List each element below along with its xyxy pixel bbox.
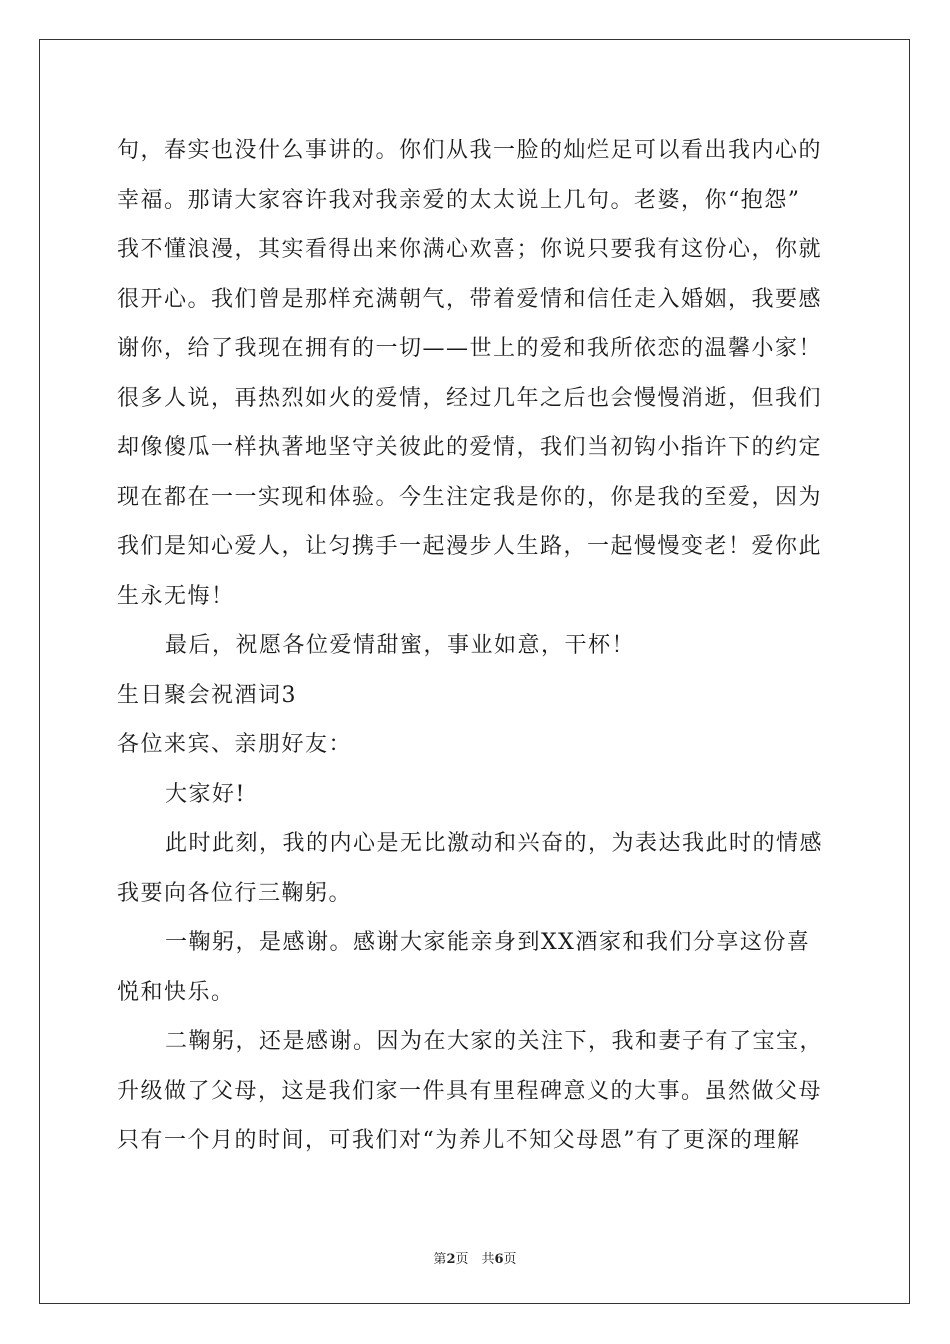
text-line: 二鞠躬，还是感谢。因为在大家的关注下，我和妻子有了宝宝， xyxy=(165,1029,824,1054)
text-line: 很开心。我们曾是那样充满朝气，带着爱情和信任走入婚姻，我要感 xyxy=(117,286,823,312)
text-line: 大家好! xyxy=(165,781,246,807)
text-line: 句，春实也没什么事讲的。你们从我一脸的灿烂足可以看出我内心的 xyxy=(117,138,823,163)
text-line: 只有一个月的时间，可我们对“为养儿不知父母恩”有了更深的理解 xyxy=(117,1128,801,1153)
text-line: 生日聚会祝酒词3 xyxy=(117,682,297,708)
page-mid: 页 共 xyxy=(455,1252,495,1267)
page-total-number: 6 xyxy=(494,1252,504,1267)
text-line: 现在都在一一实现和体验。今生注定我是你的，你是我的至爱，因为 xyxy=(117,484,823,510)
text-line: 却像傻瓜一样执著地坚守关彼此的爱情，我们当初钩小指许下的约定 xyxy=(117,435,823,460)
page-footer xyxy=(0,1248,950,1267)
page-suffix: 页 xyxy=(503,1252,517,1267)
text-line: 悦和快乐。 xyxy=(117,979,235,1005)
text-line: 我要向各位行三鞠躬。 xyxy=(117,880,353,906)
text-line: 一鞠躬，是感谢。感谢大家能亲身到XX酒家和我们分享这份喜 xyxy=(165,930,811,955)
text-line: 我不懂浪漫，其实看得出来你满心欢喜；你说只要我有这份心，你就 xyxy=(117,237,823,262)
text-line: 谢你，给了我现在拥有的一切——世上的爱和我所依恋的温馨小家！ xyxy=(117,336,823,361)
text-line: 最后，祝愿各位爱情甜蜜，事业如意，干杯！ xyxy=(165,633,636,658)
text-line: 各位来宾、亲朋好友： xyxy=(117,732,353,757)
text-line: 此时此刻，我的内心是无比激动和兴奋的，为表达我此时的情感 xyxy=(165,831,824,856)
text-line: 升级做了父母，这是我们家一件具有里程碑意义的大事。虽然做父母 xyxy=(117,1078,823,1104)
document-body xyxy=(117,126,832,1166)
page-current-number: 2 xyxy=(446,1252,456,1267)
text-line: 生永无悔！ xyxy=(117,583,235,609)
page-prefix: 第 xyxy=(433,1252,447,1267)
text-line: 幸福。那请大家容许我对我亲爱的太太说上几句。老婆，你“抱怨” xyxy=(117,187,801,213)
text-line: 我们是知心爱人，让匀携手一起漫步人生路，一起慢慢变老！爱你此 xyxy=(117,534,823,559)
text-line: 很多人说，再热烈如火的爱情，经过几年之后也会慢慢消逝，但我们 xyxy=(117,385,823,411)
